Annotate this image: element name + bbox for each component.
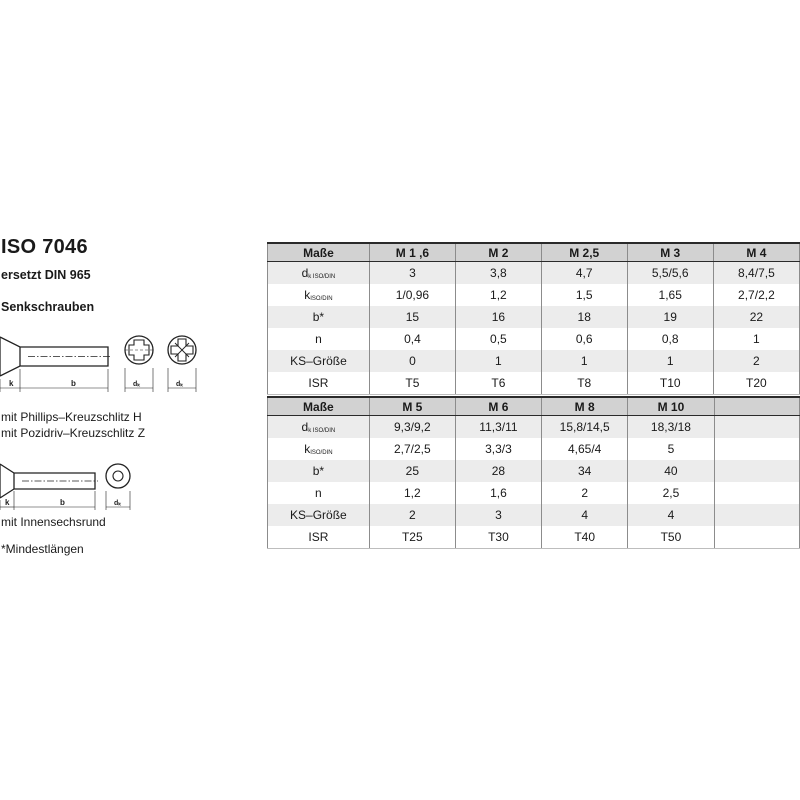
row-label-subscript: k ISO/DIN <box>308 428 336 434</box>
value-cell: T50 <box>628 526 714 549</box>
value-cell: 28 <box>455 460 541 482</box>
row-label-cell <box>268 328 370 350</box>
row-label-cell <box>268 438 370 460</box>
value-cell: 1,2 <box>369 482 455 504</box>
row-label-cell <box>268 262 370 285</box>
value-cell: T10 <box>627 372 713 395</box>
value-cell: T6 <box>455 372 541 395</box>
value-cell: 1 <box>713 328 799 350</box>
row-label: b* <box>312 464 325 478</box>
row-label-subscript: ISO/DIN <box>310 450 333 456</box>
header-label-cell: Maße <box>268 243 370 262</box>
replaces-note: ersetzt DIN 965 <box>1 268 91 282</box>
value-cell: 4 <box>628 504 714 526</box>
row-label: ISR <box>308 530 329 544</box>
value-cell: 25 <box>369 460 455 482</box>
row-label-cell <box>268 372 370 395</box>
row-label-cell <box>268 306 370 328</box>
row-label-subscript: ISO/DIN <box>310 296 333 302</box>
value-cell: 15,8/14,5 <box>542 416 628 439</box>
table-row <box>268 328 800 350</box>
header-size-cell: M 6 <box>455 397 541 416</box>
value-cell: 2,7/2,5 <box>369 438 455 460</box>
row-label: KS–Größe <box>290 354 347 368</box>
value-cell: 2 <box>369 504 455 526</box>
row-label-cell <box>268 284 370 306</box>
value-cell: 8,4/7,5 <box>713 262 799 285</box>
value-cell: T25 <box>369 526 455 549</box>
header-size-cell: M 2 <box>455 243 541 262</box>
value-cell: 2,5 <box>628 482 714 504</box>
dimension-table-m5-to-m10 <box>267 396 800 549</box>
row-label-cell <box>268 416 370 439</box>
value-cell: 0,8 <box>627 328 713 350</box>
value-cell <box>714 504 800 526</box>
row-label: ISR <box>308 376 329 390</box>
header-size-cell: M 3 <box>627 243 713 262</box>
table-header-row <box>268 397 800 416</box>
value-cell: 4 <box>542 504 628 526</box>
value-cell: 5,5/5,6 <box>627 262 713 285</box>
row-label-cell <box>268 482 370 504</box>
table-row <box>268 482 800 504</box>
footnote: *Mindestlängen <box>1 542 84 556</box>
value-cell: 9,3/9,2 <box>369 416 455 439</box>
row-label: d <box>301 266 309 280</box>
value-cell: 3 <box>369 262 455 285</box>
value-cell <box>714 438 800 460</box>
value-cell: 1/0,96 <box>369 284 455 306</box>
row-label-cell <box>268 350 370 372</box>
caption-phillips: mit Phillips–Kreuzschlitz H <box>1 410 142 424</box>
k-dim-label: k <box>9 379 14 388</box>
value-cell: 18 <box>541 306 627 328</box>
row-label-cell <box>268 460 370 482</box>
header-size-cell: M 10 <box>628 397 714 416</box>
value-cell: 15 <box>369 306 455 328</box>
screw-isr-drawing <box>0 460 160 512</box>
caption-pozidriv: mit Pozidriv–Kreuzschlitz Z <box>1 426 146 440</box>
value-cell: 18,3/18 <box>628 416 714 439</box>
table-row <box>268 504 800 526</box>
header-size-cell: M 1 ,6 <box>369 243 455 262</box>
value-cell: 1 <box>627 350 713 372</box>
value-cell: T20 <box>713 372 799 395</box>
row-label-subscript: k ISO/DIN <box>308 274 336 280</box>
row-label: b* <box>312 310 325 324</box>
value-cell: 3,3/3 <box>455 438 541 460</box>
value-cell: 1,6 <box>455 482 541 504</box>
value-cell: 4,65/4 <box>542 438 628 460</box>
header-size-cell: M 4 <box>713 243 799 262</box>
row-label: n <box>315 486 322 500</box>
dk-dim-label: dₖ <box>133 381 141 388</box>
value-cell: 1,65 <box>627 284 713 306</box>
standard-title: ISO 7046 <box>1 236 88 258</box>
value-cell: 2 <box>713 350 799 372</box>
b-dim-label: b <box>71 379 76 388</box>
value-cell: 0,6 <box>541 328 627 350</box>
table-row <box>268 526 800 549</box>
product-heading: Senkschrauben <box>1 300 95 314</box>
left-panel <box>0 0 265 800</box>
table-header-row <box>268 243 800 262</box>
value-cell: T8 <box>541 372 627 395</box>
value-cell: 3,8 <box>455 262 541 285</box>
b-dim-label: b <box>60 498 65 507</box>
row-label-cell <box>268 526 370 549</box>
table-row <box>268 438 800 460</box>
header-size-cell: M 5 <box>369 397 455 416</box>
row-label: d <box>301 420 309 434</box>
table-row <box>268 306 800 328</box>
value-cell <box>714 460 800 482</box>
header-label-cell: Maße <box>268 397 370 416</box>
value-cell: 19 <box>627 306 713 328</box>
dk-dim-label: dₖ <box>114 500 122 507</box>
value-cell: 40 <box>628 460 714 482</box>
value-cell: 1,2 <box>455 284 541 306</box>
value-cell <box>714 482 800 504</box>
value-cell: 2 <box>542 482 628 504</box>
value-cell: 1 <box>455 350 541 372</box>
value-cell: 0 <box>369 350 455 372</box>
dimension-table-m1-6-to-m4 <box>267 242 800 395</box>
value-cell: 0,4 <box>369 328 455 350</box>
value-cell: 2,7/2,2 <box>713 284 799 306</box>
value-cell: T40 <box>542 526 628 549</box>
row-label: k <box>304 288 311 302</box>
header-size-cell: M 8 <box>542 397 628 416</box>
value-cell <box>714 526 800 549</box>
dk-dim-label: dₖ <box>176 381 184 388</box>
header-size-cell: M 2,5 <box>541 243 627 262</box>
table-row <box>268 460 800 482</box>
table-row <box>268 284 800 306</box>
value-cell: 4,7 <box>541 262 627 285</box>
k-dim-label: k <box>5 498 10 507</box>
value-cell: 34 <box>542 460 628 482</box>
table-row <box>268 416 800 439</box>
table-row <box>268 372 800 395</box>
value-cell: T30 <box>455 526 541 549</box>
row-label: k <box>304 442 311 456</box>
table-row <box>268 262 800 285</box>
value-cell: T5 <box>369 372 455 395</box>
value-cell: 11,3/11 <box>455 416 541 439</box>
header-size-cell <box>714 397 800 416</box>
caption-isr: mit Innensechsrund <box>1 515 106 529</box>
row-label-cell <box>268 504 370 526</box>
value-cell: 0,5 <box>455 328 541 350</box>
value-cell: 22 <box>713 306 799 328</box>
screw-cross-recess-drawing <box>0 328 215 396</box>
value-cell: 1,5 <box>541 284 627 306</box>
value-cell: 16 <box>455 306 541 328</box>
table-row <box>268 350 800 372</box>
value-cell <box>714 416 800 439</box>
value-cell: 5 <box>628 438 714 460</box>
value-cell: 3 <box>455 504 541 526</box>
row-label: n <box>315 332 322 346</box>
value-cell: 1 <box>541 350 627 372</box>
row-label: KS–Größe <box>290 508 347 522</box>
